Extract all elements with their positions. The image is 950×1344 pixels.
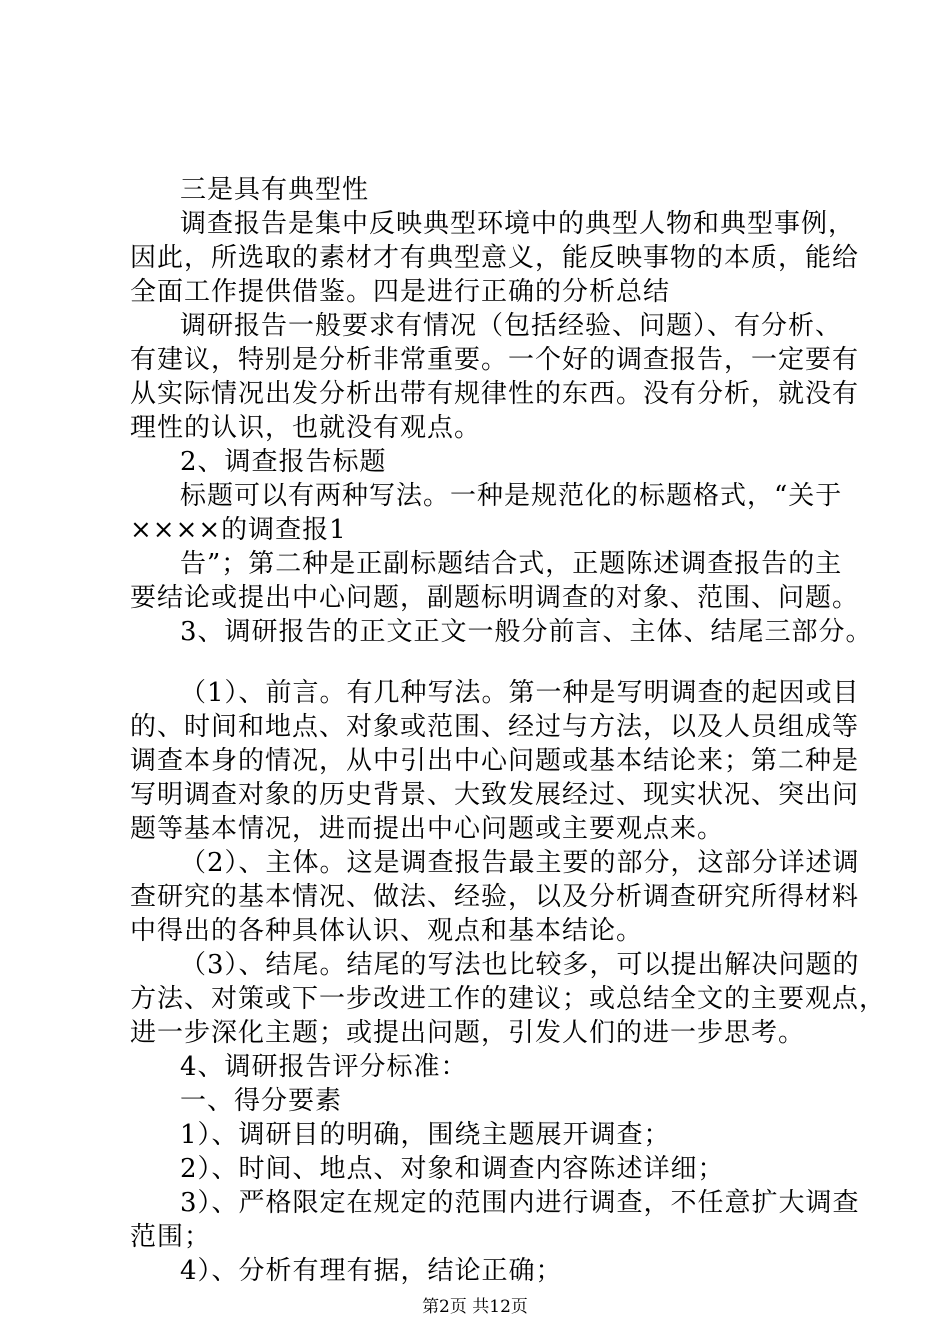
text-line: 全面工作提供借鉴。四是进行正确的分析总结 [130, 277, 671, 307]
text-line: 要结论或提出中心问题，副题标明调查的对象、范围、问题。 [130, 583, 860, 613]
text-line: 三是具有典型性 [180, 175, 370, 205]
text-line: 查研究的基本情况、做法、经验，以及分析调查研究所得材料 [130, 882, 860, 912]
text-line: 标题可以有两种写法。一种是规范化的标题格式，“关于 [180, 481, 843, 511]
text-line: （3）、结尾。结尾的写法也比较多，可以提出解决问题的 [180, 950, 860, 980]
text-line: 4）、分析有理有据，结论正确； [180, 1256, 563, 1286]
text-line: 写明调查对象的历史背景、大致发展经过、现实状况、突出问 [130, 780, 860, 810]
text-line: ××××的调查报1 [130, 515, 347, 545]
text-line: 2、调查报告标题 [180, 447, 387, 477]
text-line: 调查本身的情况，从中引出中心问题或基本结论来；第二种是 [130, 746, 860, 776]
text-line: 因此，所选取的素材才有典型意义，能反映事物的本质，能给 [130, 243, 860, 273]
text-line: 调查报告是集中反映典型环境中的典型人物和典型事例， [180, 209, 856, 239]
text-line: 理性的认识，也就没有观点。 [130, 413, 482, 443]
text-line: 的、时间和地点、对象或范围、经过与方法，以及人员组成等 [130, 712, 860, 742]
text-line: （1）、前言。有几种写法。第一种是写明调查的起因或目 [180, 678, 860, 708]
text-line: 1）、调研目的明确，围绕主题展开调查； [180, 1120, 671, 1150]
text-line: 中得出的各种具体认识、观点和基本结论。 [130, 916, 644, 946]
text-line: 题等基本情况，进而提出中心问题或主要观点来。 [130, 814, 725, 844]
text-line: 范围； [130, 1222, 212, 1252]
text-line: 3、调研报告的正文正文一般分前言、主体、结尾三部分。 [180, 617, 873, 647]
text-line: 调研报告一般要求有情况（包括经验、问题）、有分析、 [180, 311, 843, 341]
text-line: 2）、时间、地点、对象和调查内容陈述详细； [180, 1154, 725, 1184]
text-line: （2）、主体。这是调查报告最主要的部分，这部分详述调 [180, 848, 860, 878]
text-line: 方法、对策或下一步改进工作的建议；或总结全文的主要观点， [130, 984, 887, 1014]
page-number-footer: 第2页 共12页 [422, 1297, 528, 1317]
text-line: 进一步深化主题；或提出问题，引发人们的进一步思考。 [130, 1018, 806, 1048]
text-line: 告”；第二种是正副标题结合式，正题陈述调查报告的主 [180, 549, 843, 579]
text-line: 从实际情况出发分析出带有规律性的东西。没有分析，就没有 [130, 379, 860, 409]
text-line: 有建议，特别是分析非常重要。一个好的调查报告，一定要有 [130, 345, 860, 375]
text-line: 一、得分要素 [180, 1086, 343, 1116]
text-line: 3）、严格限定在规定的范围内进行调查，不任意扩大调查 [180, 1188, 860, 1218]
text-line: 4、调研报告评分标准： [180, 1052, 468, 1082]
